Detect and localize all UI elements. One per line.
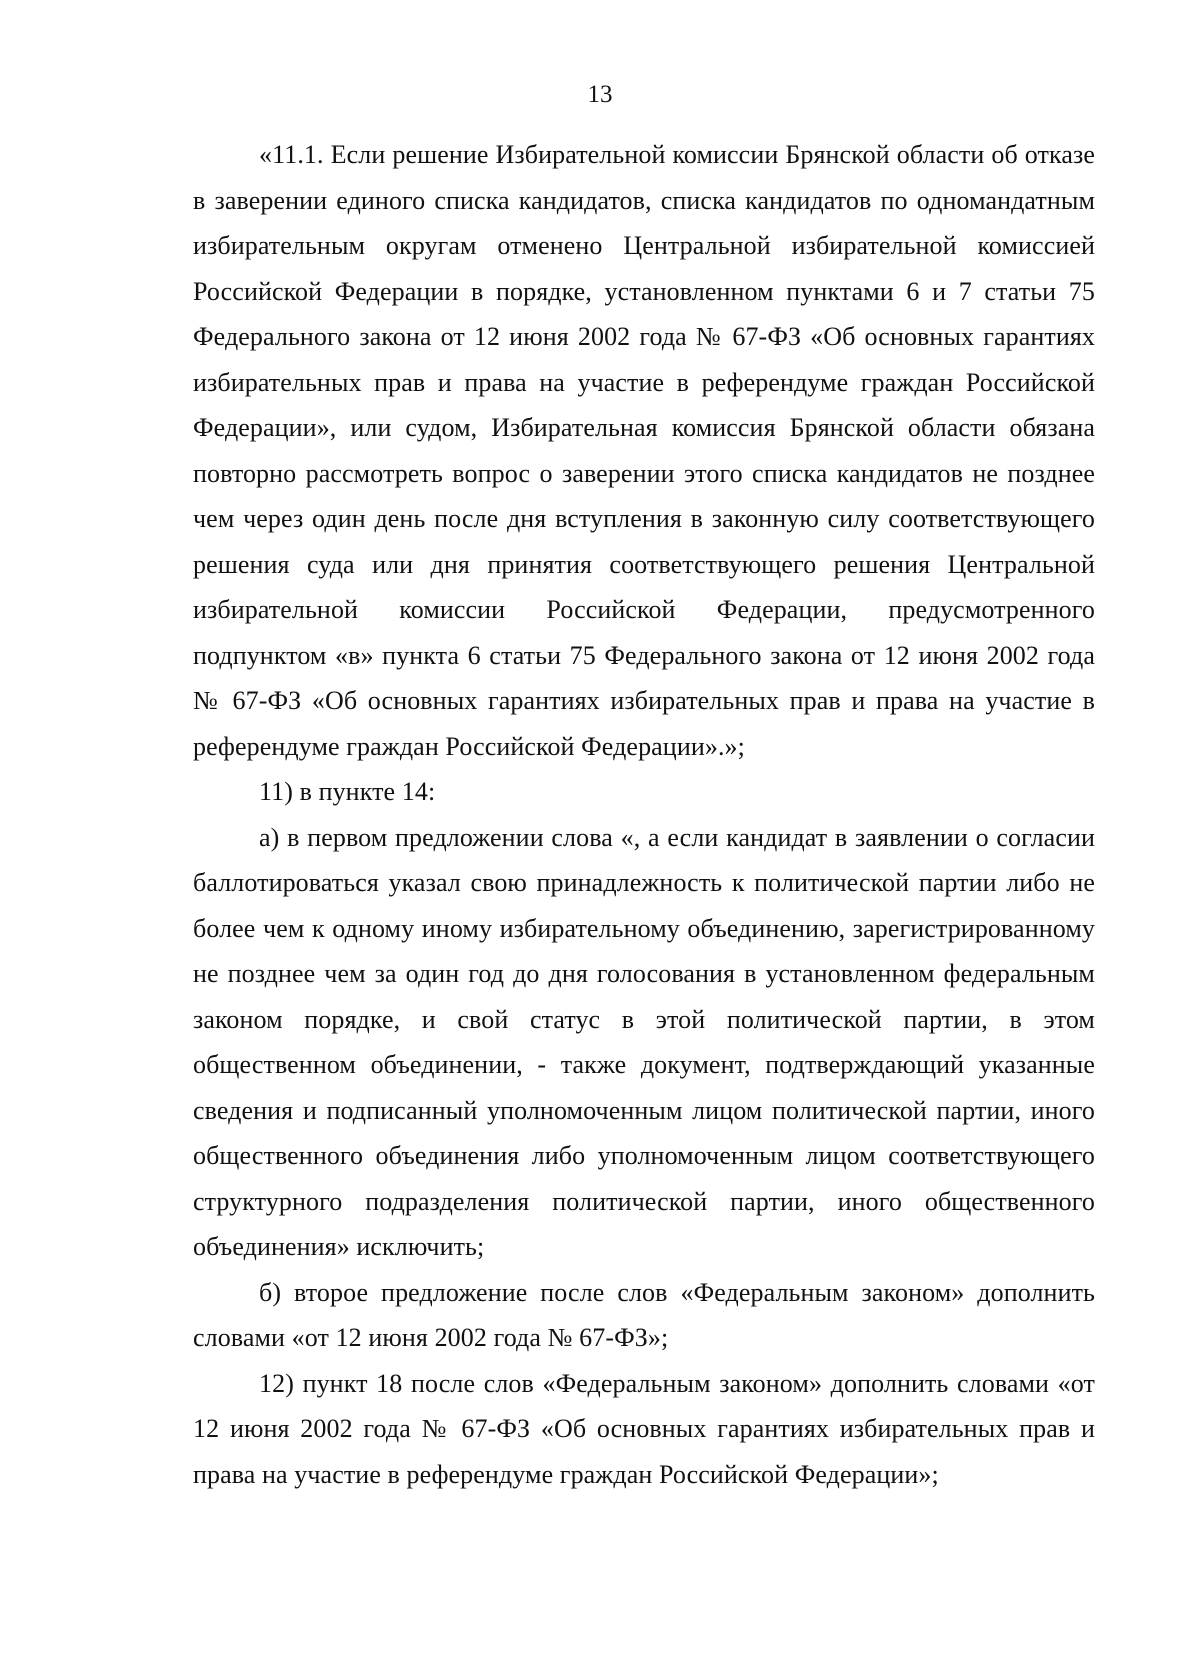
paragraph-item-11-b: б) второе предложение после слов «Федеральным законом» дополнить словами «от 12 июня 2002 года № 67-ФЗ»;: [193, 1277, 1095, 1352]
paragraph-item-11: 11) в пункте 14:: [259, 777, 436, 806]
page-number: 13: [587, 81, 613, 108]
paragraph-item-11-a: а) в первом предложении слова «, а если кандидат в заявлении о согласии баллотироваться указал свою принадлежность к политической партии либо не более чем к одному иному избирательному объединению, зарегистрированному не позднее чем за один год до дня голосования в установленном федеральным законом порядке, и свой статус в этой политической партии, в этом общественном объединении, - также документ, подтверждающий указанные сведения и подписанный уполномоченным лицом политической партии, иного общественного объединения либо уполномоченным лицом соответствующего структурного подразделения политической партии, иного общественного объединения» исключить;: [193, 822, 1095, 1261]
document-body: [193, 132, 1095, 1497]
paragraph-11-1: «11.1. Если решение Избирательной комиссии Брянской области об отказе в заверении единого списка кандидатов, списка кандидатов по одномандатным избирательным округам отменено Центральной избирательной комиссией Российской Федерации в порядке, установленном пунктами 6 и 7 статьи 75 Федерального закона от 12 июня 2002 года № 67-ФЗ «Об основных гарантиях избирательных прав и права на участие в референдуме граждан Российской Федерации», или судом, Избирательная комиссия Брянской области обязана повторно рассмотреть вопрос о заверении этого списка кандидатов не позднее чем через один день после дня вступления в законную силу соответствующего решения суда или дня принятия соответствующего решения Центральной избирательной комиссии Российской Федерации, предусмотренного подпунктом «в» пункта 6 статьи 75 Федерального закона от 12 июня 2002 года № 67-ФЗ «Об основных гарантиях избирательных прав и права на участие в референдуме граждан Российской Федерации».»;: [193, 140, 1095, 761]
paragraph-item-12: 12) пункт 18 после слов «Федеральным законом» дополнить словами «от 12 июня 2002 года № 67-ФЗ «Об основных гарантиях избирательных прав и права на участие в референдуме граждан Российской Федерации»;: [193, 1368, 1095, 1489]
